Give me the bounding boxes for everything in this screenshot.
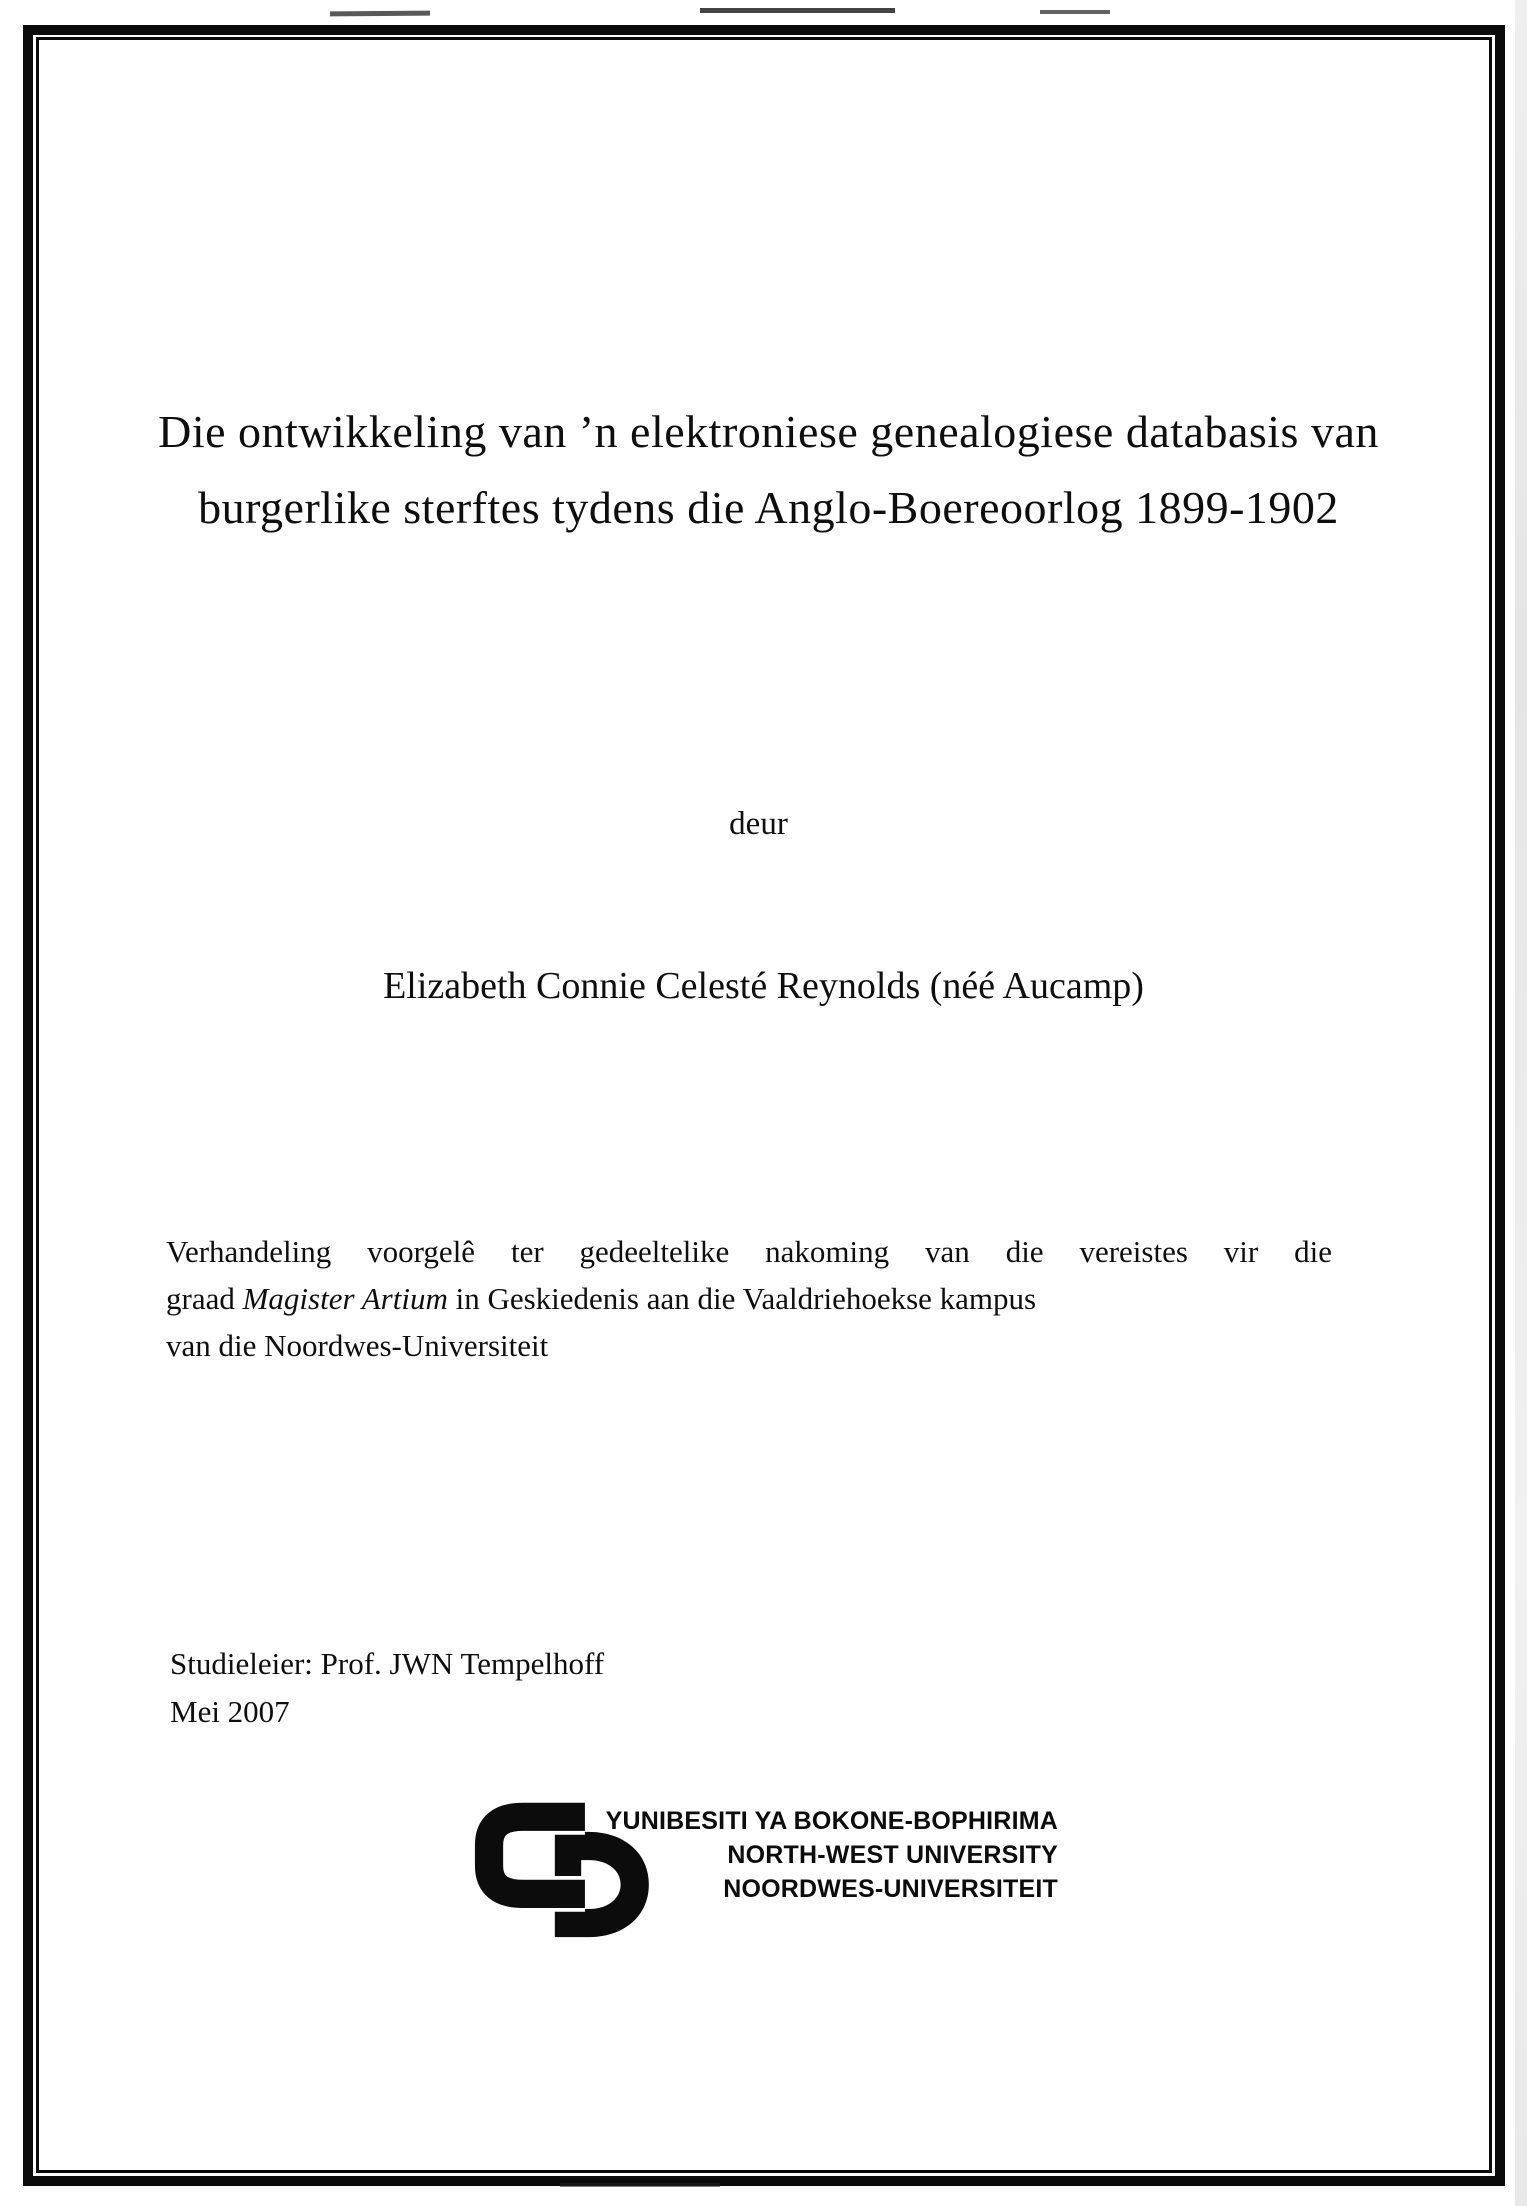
- thesis-title-line2: burgerlike sterftes tydens die Anglo-Boereoorlog 1899-1902: [198, 482, 1339, 533]
- university-logo-text: [560, 1804, 1058, 1906]
- submission-line3: van die Noordwes-Universiteit: [166, 1328, 549, 1363]
- scan-edge-shadow: [1515, 0, 1527, 2206]
- submission-line2: [166, 1275, 1332, 1322]
- supervisor-line: Studieleier: Prof. JWN Tempelhoff: [170, 1646, 605, 1681]
- logo-line-afrikaans: NOORDWES-UNIVERSITEIT: [723, 1875, 1058, 1903]
- submission-statement: [166, 1228, 1332, 1369]
- thesis-title-line1: Die ontwikkeling van ’n elektroniese genealogiese databasis van: [158, 406, 1379, 457]
- scan-artifact: [700, 8, 895, 13]
- thesis-title: [70, 394, 1467, 546]
- supervisor-block: [170, 1640, 604, 1736]
- byline-label: deur: [729, 806, 788, 842]
- logo-line-setswana: YUNIBESITI YA BOKONE-BOPHIRIMA: [605, 1807, 1058, 1835]
- degree-name: Magister Artium: [242, 1281, 448, 1316]
- scan-artifact: [1040, 10, 1110, 14]
- scan-artifact: [330, 11, 430, 17]
- author-name: Elizabeth Connie Celesté Reynolds (néé Aucamp): [383, 965, 1144, 1007]
- date-line: Mei 2007: [170, 1694, 290, 1729]
- scan-artifact: [560, 2183, 720, 2187]
- submission-line2-post: in Geskiedenis aan die Vaaldriehoekse kampus: [447, 1281, 1037, 1316]
- logo-line-english: NORTH-WEST UNIVERSITY: [727, 1841, 1058, 1869]
- submission-line2-pre: graad: [166, 1281, 243, 1316]
- submission-line1: Verhandeling voorgelê ter gedeeltelike nakoming van die vereistes vir die: [166, 1234, 1332, 1269]
